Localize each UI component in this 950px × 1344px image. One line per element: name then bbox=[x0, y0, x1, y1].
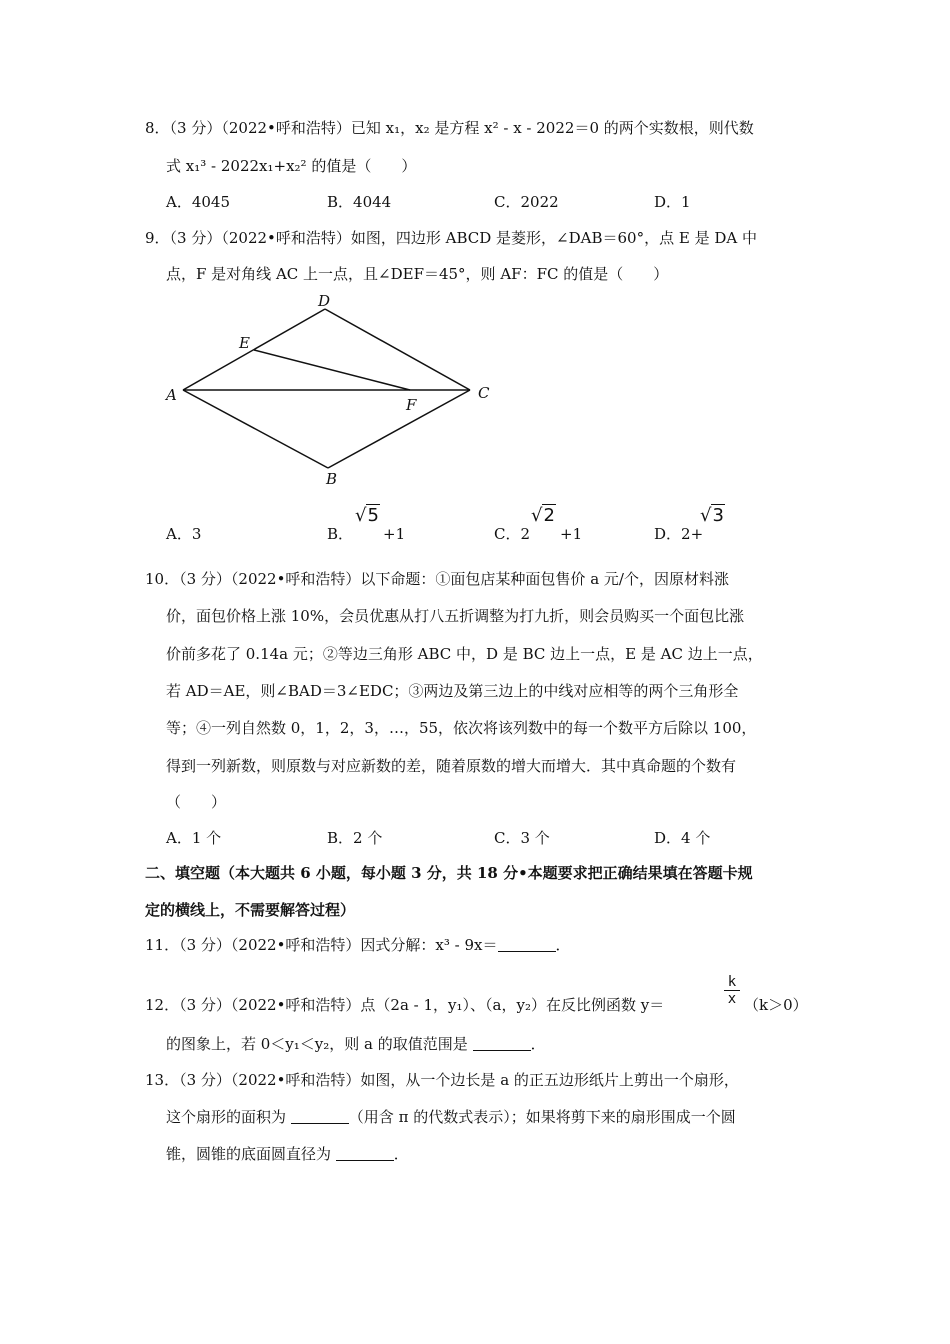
q11-line bbox=[145, 935, 571, 955]
label-c: C bbox=[478, 384, 490, 402]
q12-line1 bbox=[145, 995, 664, 1015]
q9-option-b-sqrt: √5 bbox=[355, 505, 379, 526]
q9-option-b-prefix: B． bbox=[327, 525, 354, 543]
q13-line3-suffix: ． bbox=[393, 1145, 409, 1163]
q10-line5: 等；④一列自然数 0，1，2，3，…，55，依次将该列数中的每一个数平方后除以 100， bbox=[166, 719, 757, 737]
q8-option-b[interactable]: B．4044 bbox=[327, 193, 392, 211]
q9-option-d-prefix: D．2+ bbox=[654, 525, 704, 543]
q13-line1: 13．（3 分）（2022•呼和浩特）如图，从一个边长是 a 的正五边形纸片上剪出一个扇形， bbox=[145, 1071, 739, 1089]
q8-option-a[interactable]: A．4045 bbox=[166, 193, 231, 211]
q12-fraction-denominator: x bbox=[727, 991, 737, 1007]
side-cb bbox=[328, 390, 470, 468]
q11-prefix: 11．（3 分）（2022•呼和浩特）因式分解：x³ - 9x＝ bbox=[145, 936, 498, 954]
q8-option-d[interactable]: D．1 bbox=[654, 193, 691, 211]
q9-option-d-sqrt: √3 bbox=[700, 505, 724, 526]
q9-option-c-suffix: +1 bbox=[560, 525, 583, 543]
q10-line2: 价，面包价格上涨 10%，会员优惠从打八五折调整为打九折，则会员购买一个面包比涨 bbox=[166, 607, 745, 625]
q9-option-b[interactable] bbox=[327, 524, 405, 544]
q10-line3: 价前多花了 0.14a 元；②等边三角形 ABC 中，D 是 BC 边上一点，E 是 AC 边上一点， bbox=[166, 645, 763, 663]
q13-diameter-blank[interactable] bbox=[336, 1146, 394, 1161]
side-ad bbox=[183, 309, 325, 390]
side-dc bbox=[325, 309, 470, 390]
q9-option-a[interactable]: A．3 bbox=[166, 525, 202, 543]
q13-line2-suffix: （用含 π 的代数式表示）；如果将剪下来的扇形围成一个圆 bbox=[348, 1108, 736, 1126]
q10-line1: 10．（3 分）（2022•呼和浩特）以下命题：①面包店某种面包售价 a 元/个，因原材料涨 bbox=[145, 570, 729, 588]
q12-fraction bbox=[724, 974, 740, 1007]
q12-line2-prefix: 的图象上，若 0＜y₁＜y₂，则 a 的取值范围是 bbox=[166, 1035, 468, 1053]
q11-answer-blank[interactable] bbox=[498, 937, 556, 952]
q9-option-d[interactable] bbox=[654, 524, 703, 544]
q12-answer-blank[interactable] bbox=[473, 1036, 531, 1051]
q10-line6: 得到一列新数，则原数与对应新数的差，随着原数的增大而增大．其中真命题的个数有 bbox=[166, 757, 737, 775]
q10-line7: （ ） bbox=[166, 793, 227, 811]
q13-line2 bbox=[166, 1107, 736, 1127]
q10-option-a[interactable]: A．1 个 bbox=[166, 829, 222, 847]
segment-ef bbox=[254, 350, 410, 390]
q10-option-d[interactable]: D．4 个 bbox=[654, 829, 711, 847]
q13-area-blank[interactable] bbox=[291, 1109, 349, 1124]
q9-option-c-sqrt: √2 bbox=[531, 505, 555, 526]
q12-line2-suffix: ． bbox=[530, 1035, 546, 1053]
q9-option-d-radicand: 3 bbox=[712, 505, 724, 526]
q8-line1: 8．（3 分）（2022•呼和浩特）已知 x₁，x₂ 是方程 x² - x - 2022＝0 的两个实数根，则代数 bbox=[145, 119, 754, 137]
label-d: D bbox=[318, 292, 331, 310]
q12-line1-prefix: 12．（3 分）（2022•呼和浩特）点（2a - 1，y₁）、（a，y₂）在反比例函数 y＝ bbox=[145, 996, 665, 1014]
q12-line1-suffix: （k＞0） bbox=[744, 996, 808, 1014]
rhombus-figure bbox=[160, 290, 500, 490]
q9-option-b-suffix: +1 bbox=[383, 525, 406, 543]
label-f: F bbox=[406, 396, 417, 414]
q9-option-c[interactable] bbox=[494, 524, 582, 544]
q13-line3-prefix: 锥，圆锥的底面圆直径为 bbox=[166, 1145, 332, 1163]
label-a: A bbox=[166, 386, 177, 404]
q10-option-b[interactable]: B．2 个 bbox=[327, 829, 383, 847]
q12-line2 bbox=[166, 1034, 546, 1054]
q9-line2: 点，F 是对角线 AC 上一点，且∠DEF＝45°，则 AF：FC 的值是（ ） bbox=[166, 265, 669, 283]
q8-option-c[interactable]: C．2022 bbox=[494, 193, 559, 211]
q9-option-c-prefix: C．2 bbox=[494, 525, 531, 543]
label-e: E bbox=[239, 334, 250, 352]
q8-line2: 式 x₁³ - 2022x₁+x₂² 的值是（ ） bbox=[166, 157, 417, 175]
q12-fraction-numerator: k bbox=[724, 974, 740, 991]
q9-option-b-radicand: 5 bbox=[367, 505, 379, 526]
q13-line3 bbox=[166, 1144, 409, 1164]
section2-heading-line1: 二、填空题（本大题共 6 小题，每小题 3 分，共 18 分•本题要求把正确结果填在答题卡规 bbox=[145, 864, 753, 882]
section2-heading-line2: 定的横线上，不需要解答过程） bbox=[145, 901, 356, 919]
q13-line2-prefix: 这个扇形的面积为 bbox=[166, 1108, 287, 1126]
q9-option-c-radicand: 2 bbox=[543, 505, 555, 526]
q10-line4: 若 AD＝AE，则∠BAD＝3∠EDC；③两边及第三边上的中线对应相等的两个三角形全 bbox=[166, 682, 739, 700]
side-ba bbox=[183, 390, 328, 468]
label-b: B bbox=[326, 470, 338, 488]
q10-option-c[interactable]: C．3 个 bbox=[494, 829, 550, 847]
q11-suffix: ． bbox=[555, 936, 571, 954]
q9-line1: 9．（3 分）（2022•呼和浩特）如图，四边形 ABCD 是菱形，∠DAB＝60°，点 E 是 DA 中 bbox=[145, 229, 757, 247]
